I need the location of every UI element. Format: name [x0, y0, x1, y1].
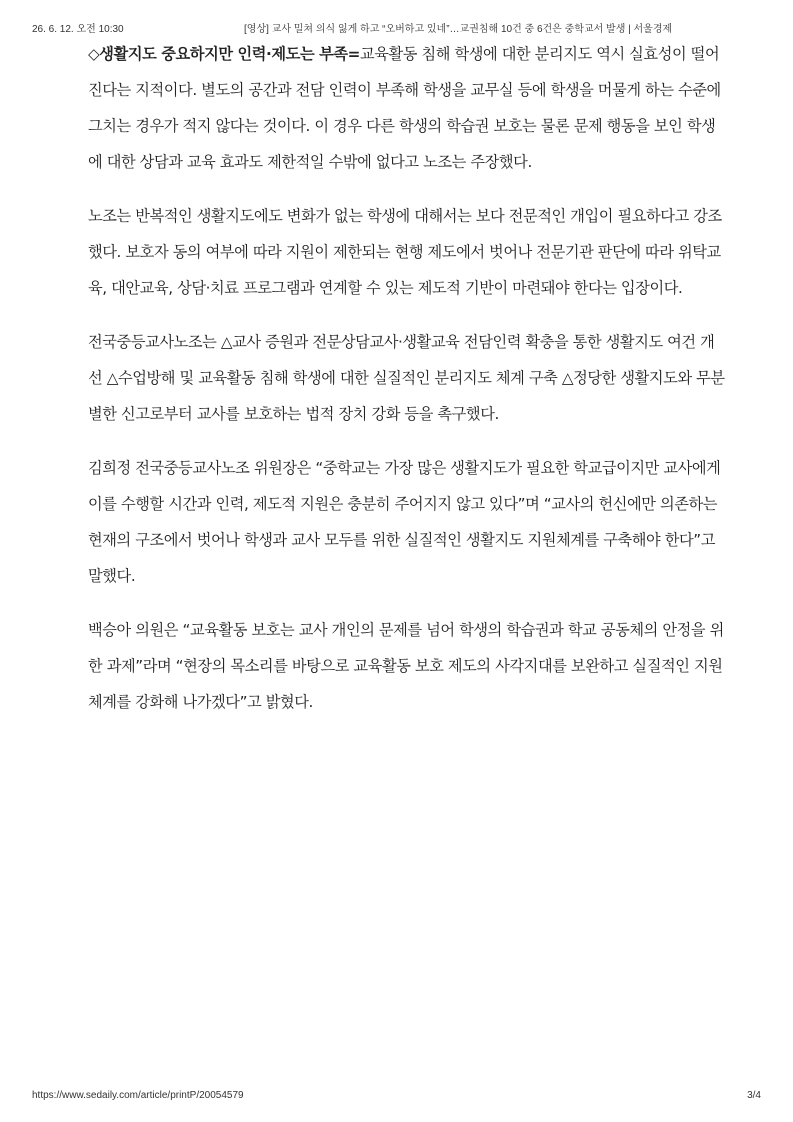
article-paragraph: 김희정 전국중등교사노조 위원장은 “중학교는 가장 많은 생활지도가 필요한 학교급이지만 교사에게 이를 수행할 시간과 인력, 제도적 지원은 충분히 주어지지 않고 있다”며 “교사의 헌신에만 의존하는 현재의 구조에서 벗어나 학생과 교사 모두를 위한 실질적인 생활지도 지원체계를 구축해야 한다”고 말했다.: [88, 459, 721, 585]
section-subheading: ◇생활지도 중요하지만 인력·제도는 부족=: [88, 45, 360, 63]
print-header: [32, 20, 761, 36]
article-paragraph: 전국중등교사노조는 △교사 증원과 전문상담교사·생활교육 전담인력 확충을 통한 생활지도 여건 개선 △수업방해 및 교육활동 침해 학생에 대한 실질적인 분리지도 체계 구축 △정당한 생활지도와 무분별한 신고로부터 교사를 보호하는 법적 장치 강화 등을 촉구했다.: [88, 333, 725, 423]
article-paragraph: [88, 36, 728, 180]
paragraph-text: 교육활동 침해 학생에 대한 분리지도 역시 실효성이 떨어진다는 지적이다. 별도의 공간과 전담 인력이 부족해 학생을 교무실 등에 학생을 머물게 하는 수준에 그치는 경우가 적지 않다는 것이다. 이 경우 다른 학생의 학습권 보호는 물론 문제 행동을 보인 학생에 대한 상담과 교육 효과도 제한적일 수밖에 없다고 노조는 주장했다.: [88, 45, 721, 171]
print-url: https://www.sedaily.com/article/printP/20054579: [32, 1090, 244, 1101]
article-paragraph: 백승아 의원은 “교육활동 보호는 교사 개인의 문제를 넘어 학생의 학습권과 학교 공동체의 안정을 위한 과제”라며 “현장의 목소리를 바탕으로 교육활동 보호 제도의 사각지대를 보완하고 실질적인 지원 체계를 강화해 나가겠다”고 밝혔다.: [88, 621, 724, 711]
print-date: 26. 6. 12. 오전 10:30: [32, 24, 124, 35]
article-body: [88, 36, 728, 738]
article-paragraph: 노조는 반복적인 생활지도에도 변화가 없는 학생에 대해서는 보다 전문적인 개입이 필요하다고 강조했다. 보호자 동의 여부에 따라 지원이 제한되는 현행 제도에서 벗어나 전문기관 판단에 따라 위탁교육, 대안교육, 상담·치료 프로그램과 연계할 수 있는 제도적 기반이 마련돼야 한다는 입장이다.: [88, 207, 722, 297]
print-page-title: [영상] 교사 밀쳐 의식 잃게 하고 “오버하고 있네”…교권침해 10건 중 6건은 중학교서 발생 | 서울경제: [244, 24, 673, 35]
print-footer: [32, 1090, 761, 1106]
page-number: 3/4: [747, 1090, 761, 1101]
